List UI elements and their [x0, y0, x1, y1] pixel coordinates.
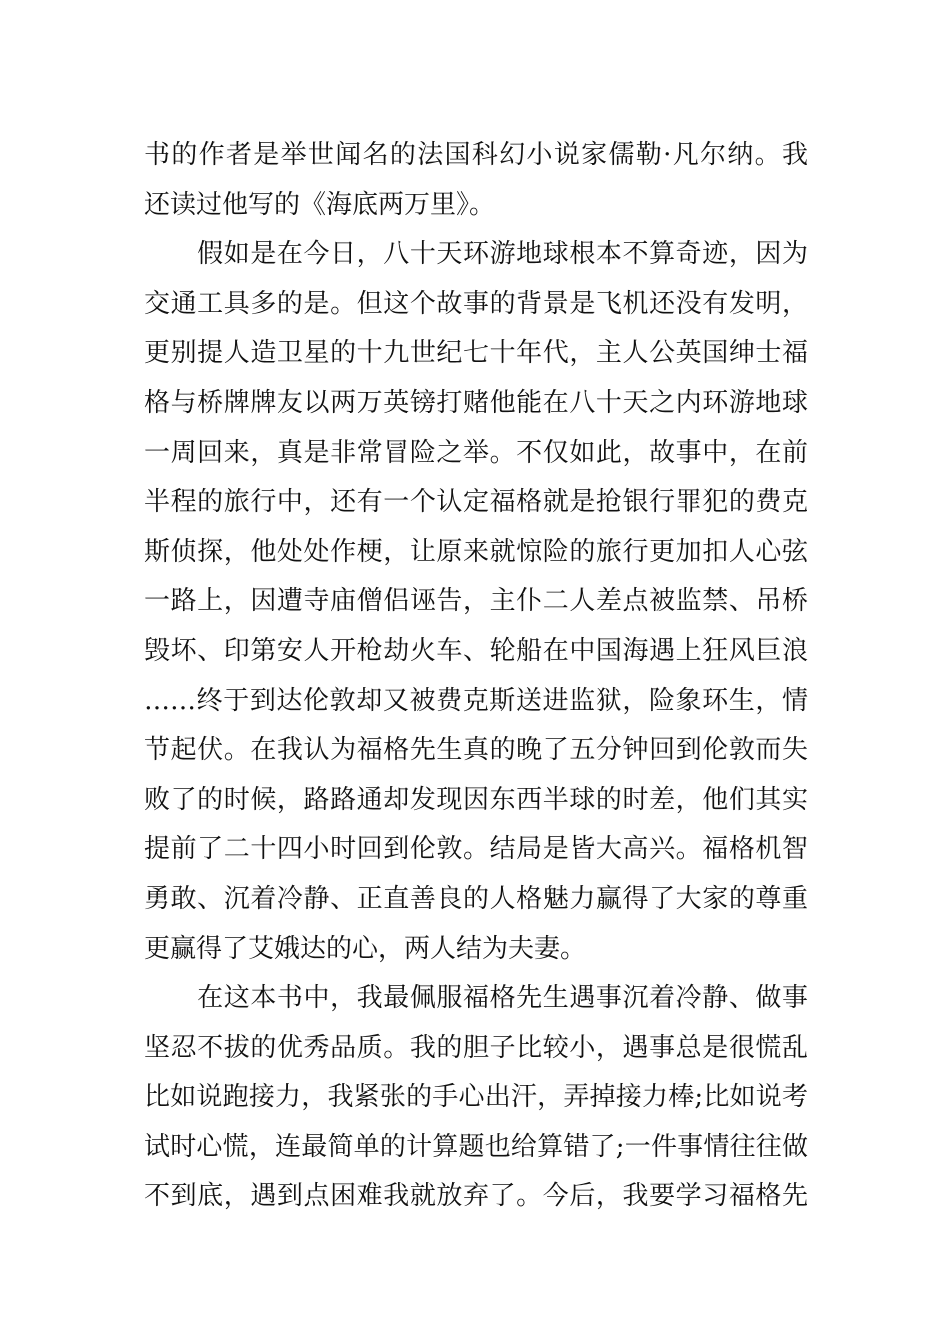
text-line: 格与桥牌牌友以两万英镑打赌他能在八十天之内环游地球 [144, 387, 808, 418]
text-line: 书的作者是举世闻名的法国科幻小说家儒勒·凡尔纳。我 [144, 140, 808, 170]
text-line: 不到底，遇到点困难我就放弃了。今后，我要学习福格先 [144, 1181, 808, 1212]
text-line: 一周回来，真是非常冒险之举。不仅如此，故事中，在前 [144, 437, 808, 468]
text-line: 半程的旅行中，还有一个认定福格就是抢银行罪犯的费克 [144, 487, 808, 518]
text-line: 斯侦探，他处处作梗，让原来就惊险的旅行更加扣人心弦 [144, 536, 808, 567]
text-line: 假如是在今日，八十天环游地球根本不算奇迹，因为 [144, 239, 808, 270]
text-line: 提前了二十四小时回到伦敦。结局是皆大高兴。福格机智 [144, 834, 808, 865]
text-line: 比如说跑接力，我紧张的手心出汗，弄掉接力棒;比如说考 [144, 1082, 808, 1113]
text-line: 一路上，因遭寺庙僧侣诬告，主仆二人差点被监禁、吊桥 [144, 586, 808, 617]
text-line: 勇敢、沉着冷静、正直善良的人格魅力赢得了大家的尊重 [144, 883, 808, 914]
text-line: 更别提人造卫星的十九世纪七十年代，主人公英国绅士福 [144, 338, 808, 369]
text-line: 毁坏、印第安人开枪劫火车、轮船在中国海遇上狂风巨浪 [144, 635, 808, 666]
text-line: 节起伏。在我认为福格先生真的晚了五分钟回到伦敦而失 [144, 735, 808, 766]
text-line: 交通工具多的是。但这个故事的背景是飞机还没有发明， [144, 288, 808, 319]
body-text [144, 131, 808, 1222]
text-line: 还读过他写的《海底两万里》。 [144, 189, 496, 220]
text-line: 坚忍不拔的优秀品质。我的胆子比较小，遇事总是很慌乱 [144, 1032, 808, 1063]
text-line: 试时心慌，连最简单的计算题也给算错了;一件事情往往做 [144, 1131, 808, 1162]
text-line: ……终于到达伦敦却又被费克斯送进监狱，险象环生，情 [144, 685, 808, 716]
text-line: 更赢得了艾娥达的心，两人结为夫妻。 [144, 933, 587, 964]
text-line: 败了的时候，路路通却发现因东西半球的时差，他们其实 [144, 784, 808, 815]
text-line: 在这本书中，我最佩服福格先生遇事沉着冷静、做事 [144, 983, 808, 1014]
